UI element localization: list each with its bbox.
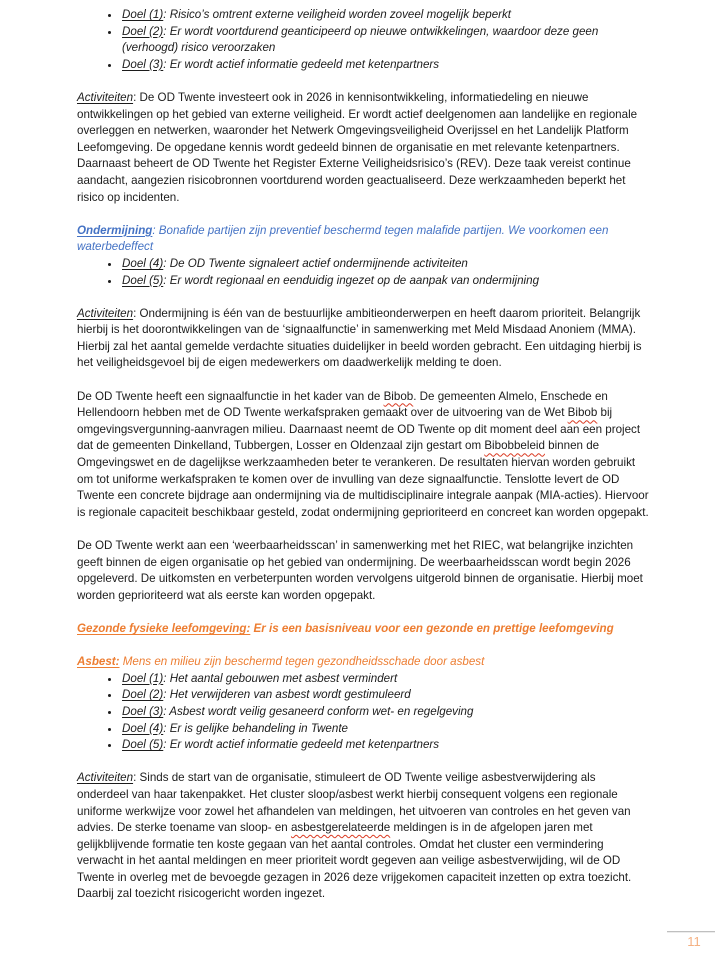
goal-item	[121, 24, 649, 57]
text-run: Mens en milieu zijn beschermd tegen gezondheidsschade door asbest	[119, 655, 485, 669]
underlined-label: Doel (3)	[122, 704, 164, 718]
text-run: : De OD Twente investeert ook in 2026 in kennisontwikkeling, informatiedeling en nieuwe ontwikkelingen op het gebied van externe veiligheid. Er wordt actief deelgenomen aan landelijke en regionale overleggen en netwerken, waaronder het Netwerk Omgevingsveiligheid Overijssel en het Landelijk Platform Leefomgeving. De opgedane kennis wordt gedeeld binnen de organisatie en met relevante ketenpartners. Daarnaast beheert de OD Twente het Register Externe Veiligheidsrisico’s (REV). Deze taak vereist continue aandacht, aangezien risicobronnen voortdurend worden geactualiseerd. Deze werkzaamheden beperkt het risico op incidenten.	[77, 90, 641, 204]
text-run: : Er wordt actief informatie gedeeld met ketenpartners	[163, 57, 440, 71]
text-run: : Het aantal gebouwen met asbest vermindert	[163, 671, 398, 685]
text-run: . De gemeenten Almelo, Enschede en Hellendoorn hebben met de OD Twente werkafspraken gemaakt over de uitvoering van de Wet	[77, 389, 612, 420]
document-content	[77, 7, 652, 920]
text-run: : Risico’s omtrent externe veiligheid worden zoveel mogelijk beperkt	[163, 8, 512, 21]
body-paragraph	[77, 306, 649, 372]
underlined-label: Doel (1)	[122, 8, 164, 21]
body-paragraph	[77, 538, 649, 604]
text-run: Er is een basisniveau voor een gezonde en prettige leefomgeving	[250, 621, 614, 635]
page-number: 11	[687, 934, 701, 949]
text-run: binnen de Omgevingswet en de dagelijkse werkzaamheden beter te verankeren. De resultaten hiervan worden gebruikt om tot uniforme werkafspraken te komen over de invulling van deze signaalfunctie. Tenslotte levert de OD Twente een concrete bijdrage aan ondermijning via de multidisciplinaire integrale aanpak (MIA-acties). Hiervoor is regionale capaciteit beschikbaar gesteld, zodat ondermijning geprioriteerd en concreet kan worden opgepakt.	[77, 439, 652, 519]
underlined-label: Activiteiten	[77, 771, 134, 785]
underlined-label: Doel (4)	[122, 721, 164, 735]
text-run: : Asbest wordt veilig gesaneerd conform wet- en regelgeving	[163, 704, 474, 718]
goal-item	[121, 671, 649, 688]
underlined-label: Activiteiten	[77, 306, 134, 320]
underlined-label: Doel (3)	[122, 57, 164, 71]
text-run: : Er wordt actief informatie gedeeld met ketenpartners	[163, 738, 440, 752]
text-run: : Ondermijning is één van de bestuurlijke ambitieonderwerpen en heeft daarom prioriteit. Belangrijk hierbij is het doorontwikkelingen van de ‘signaalfunctie’ in samenwerking met Meld Misdaad Anoniem (MMA). Hierbij zal het aantal gemelde verdachte situaties duidelijker in beeld worden gebracht. Een uitdaging hierbij is het veiligheidsgevoel bij de eigen medewerkers om daadwerkelijk melding te doen.	[77, 306, 645, 370]
text-run: bij omgevingsvergunning-aanvragen milieu. Daarnaast neemt de OD Twente op dit moment deel aan een project dat de gemeenten Dinkelland, Tubbergen, Losser en Oldenzaal zijn gestart om	[77, 406, 644, 453]
text-run: De OD Twente werkt aan een ‘weerbaarheidsscan’ in samenwerking met het RIEC, wat belangrijke inzichten geeft binnen de eigen organisatie op het gebied van ondermijning. De weerbaarheidsscan wordt begin 2026 opgeleverd. De uitkomsten en verbeterpunten worden vervolgens uitgerold binnen de organisatie. Hierbij moet worden geprioriteerd wat als eerste kan worden opgepakt.	[77, 539, 647, 602]
goal-item	[121, 273, 649, 290]
text-run: : Er is gelijke behandeling in Twente	[163, 721, 348, 735]
goal-list	[77, 256, 649, 289]
goal-item	[121, 687, 649, 704]
goal-list	[77, 7, 649, 73]
section-heading	[77, 654, 649, 671]
text-run: meldingen is in de afgelopen jaren met gelijkblijvende formatie ten koste gegaan van het aantal controles. Omdat het cluster een vermindering verwacht in het aantal meldingen en meer prioriteit wordt gegeven aan veilige asbestverwijding, wil de OD Twente in overleg met de bevoegde gezagen in 2026 deze vrijgekomen capaciteit inzetten op extra toezicht. Daarbij zal toezicht risicogericht worden ingezet.	[77, 821, 635, 901]
body-paragraph	[77, 90, 649, 206]
underlined-label: Doel (2)	[122, 688, 164, 702]
goal-item	[121, 721, 649, 738]
misspelled-word: Bibob	[383, 389, 414, 403]
text-run: : Het verwijderen van asbest wordt gestimuleerd	[163, 688, 411, 702]
goal-list	[77, 671, 649, 754]
footer-rule	[667, 931, 715, 933]
goal-item	[121, 256, 649, 273]
heading-label: Ondermijning	[77, 223, 153, 237]
text-run: : Bonafide partijen zijn preventief beschermd tegen malafide partijen. We voorkomen een waterbedeffect	[77, 223, 612, 254]
underlined-label: Doel (1)	[122, 671, 164, 685]
text-run: : De OD Twente signaleert actief ondermijnende activiteiten	[163, 256, 468, 270]
goal-item	[121, 57, 649, 74]
text-run: : Er wordt voortdurend geanticipeerd op nieuwe ontwikkelingen, waardoor deze geen (verhoogd) risico veroorzaken	[122, 24, 602, 55]
underlined-label: Doel (4)	[122, 256, 164, 270]
misspelled-word: asbestgerelateerde	[290, 821, 391, 835]
text-run: De OD Twente heeft een signaalfunctie in het kader van de	[77, 389, 384, 403]
misspelled-word: Bibobbeleid	[484, 439, 545, 453]
underlined-label: Doel (5)	[122, 273, 164, 287]
text-run: : Sinds de start van de organisatie, stimuleert de OD Twente veilige asbestverwijdering als onderdeel van haar takenpakket. Het cluster sloop/asbest werkt hierbij consequent volgens een regionale uniforme werkwijze voor zowel het afhandelen van meldingen, het uitvoeren van controles en het geven van advies. De sterke toename van sloop- en	[77, 771, 634, 835]
misspelled-word: Bibob	[567, 406, 598, 420]
underlined-label: Activiteiten	[77, 90, 134, 104]
section-heading	[77, 223, 649, 256]
goal-item	[121, 737, 649, 754]
underlined-label: Doel (2)	[122, 24, 164, 38]
underlined-label: Doel (5)	[122, 738, 164, 752]
goal-item	[121, 704, 649, 721]
section-heading	[77, 621, 649, 638]
heading-label: Asbest:	[77, 655, 120, 669]
text-run: : Er wordt regionaal en eenduidig ingezet op de aanpak van ondermijning	[163, 273, 540, 287]
goal-item	[121, 7, 649, 24]
body-paragraph	[77, 389, 652, 522]
body-paragraph	[77, 770, 649, 903]
heading-label: Gezonde fysieke leefomgeving:	[77, 621, 251, 635]
